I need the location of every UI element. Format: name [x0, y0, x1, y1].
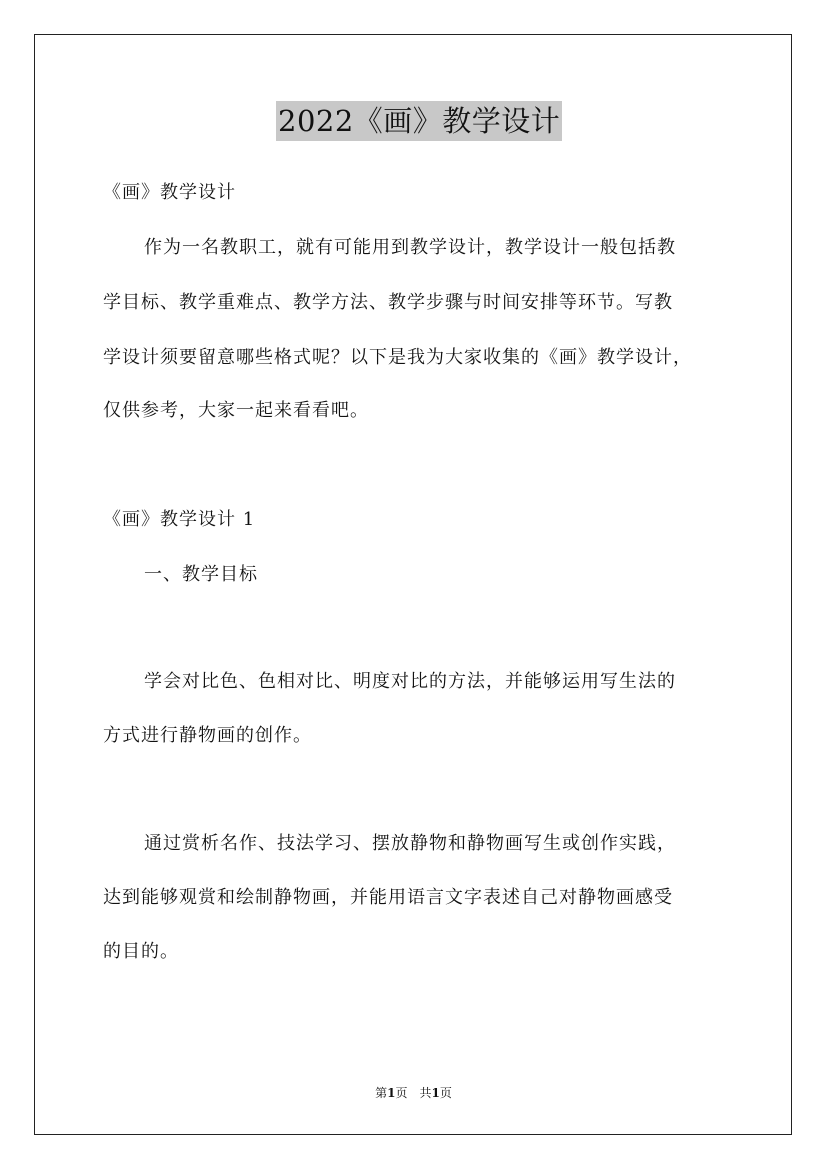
objective-para2-line-1: 通过赏析名作、技法学习、摆放静物和静物画写生或创作实践，	[144, 833, 676, 854]
section-heading: 《画》教学设计 1	[103, 509, 256, 530]
objective-para2-line-3: 的目的。	[103, 941, 179, 962]
objective-para2-line-2: 达到能够观赏和绘制静物画，并能用语言文字表述自己对静物画感受	[103, 887, 673, 908]
footer-current-page: 1	[387, 1086, 396, 1100]
footer-suffix: 页	[439, 1086, 452, 1100]
objective-para1-line-2: 方式进行静物画的创作。	[103, 725, 312, 746]
intro-line-1: 作为一名教职工，就有可能用到教学设计，教学设计一般包括教	[144, 237, 676, 258]
footer-total-pages: 1	[431, 1086, 440, 1100]
footer-prefix: 第	[375, 1086, 388, 1100]
intro-line-2: 学目标、教学重难点、教学方法、教学步骤与时间安排等环节。写教	[103, 292, 673, 313]
objective-para1-line-1: 学会对比色、色相对比、明度对比的方法，并能够运用写生法的	[144, 671, 676, 692]
page-footer	[0, 1085, 827, 1101]
document-title: 2022《画》教学设计	[276, 101, 562, 141]
intro-line-4: 仅供参考，大家一起来看看吧。	[103, 400, 369, 421]
footer-mid: 页 共	[395, 1086, 432, 1100]
document-subtitle: 《画》教学设计	[103, 182, 236, 203]
section-subheading: 一、教学目标	[144, 564, 258, 585]
intro-line-3: 学设计须要留意哪些格式呢？以下是我为大家收集的《画》教学设计，	[103, 347, 692, 368]
